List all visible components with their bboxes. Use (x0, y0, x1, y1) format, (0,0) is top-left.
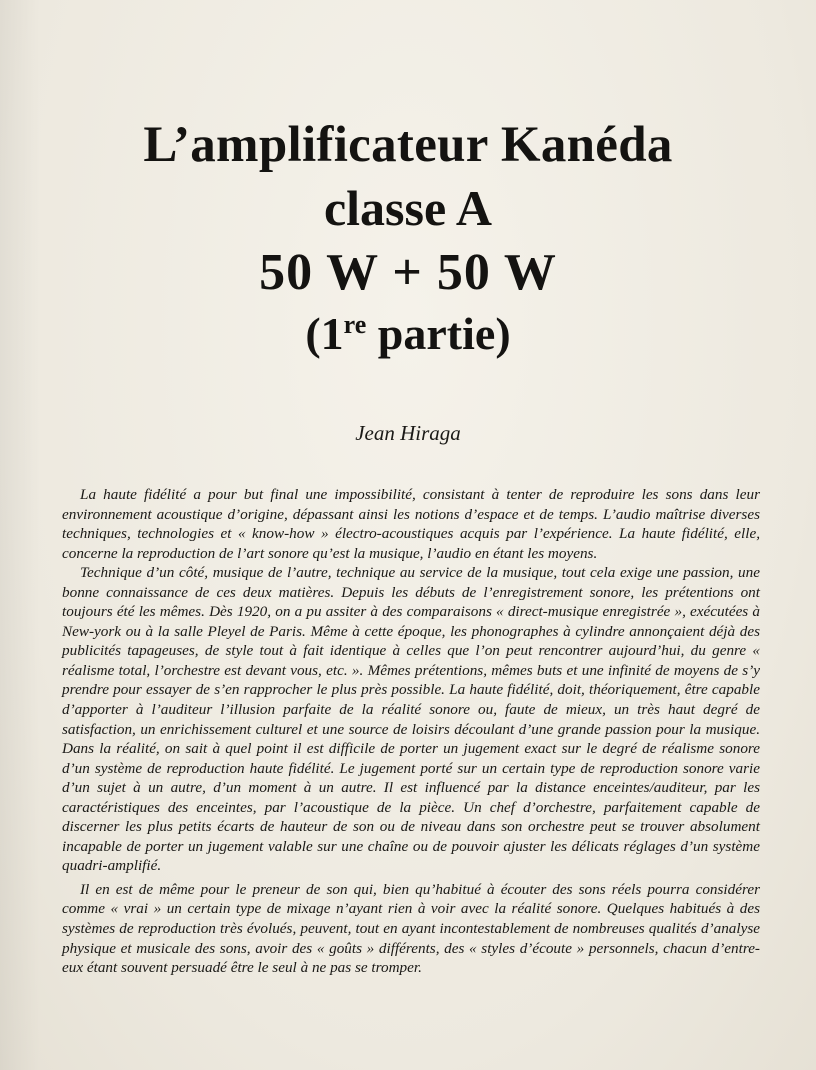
title-line-4 (0, 308, 816, 359)
author-name: Jean Hiraga (355, 421, 461, 445)
paragraph-technique: Technique d’un côté, musique de l’autre, technique au service de la musique, tout cela exige une passion, une bonne connaissance de ces deux matières. Depuis les débuts de l’enregistrement sonore, les prétentions ont toujours été les mêmes. Dès 1920, on a pu assiter à des comparaisons « direct-musique enregistrée », exécutées à New-york ou à la salle Pleyel de Paris. Même à cette époque, les phonographes à cylindre annonçaient déjà des publicités tapageuses, de style tout à fait identique à celles que l’on peut rencontrer aujourd’hui, du genre « réalisme total, l’orchestre est devant vous, etc. ». Mêmes prétentions, mêmes buts et une infinité de moyens de s’y prendre pour essayer de s’en rapprocher le plus près possible. La haute fidélité, doit, théoriquement, être capable d’apporter à l’auditeur l’illusion parfaite de la réalité sonore ou, faute de mieux, un très haut degré de satisfaction, un enrichissement culturel et une source de loisirs découlant d’une grande passion pour la musique. Dans la réalité, on sait à quel point il est difficile de porter un jugement exact sur le degré de réalisme sonore d’un système de reproduction haute fidélité. Le jugement porté sur un certain type de reproduction sonore varie d’un sujet à un autre, d’un moment à un autre. Il est influencé par la distance enceintes/auditeur, par les caractéristiques des enceintes, par l’acoustique de la pièce. Un chef d’orchestre, parfaitement capable de discerner les plus petits écarts de hauteur de son ou de niveau dans son orchestre peut se trouver absolument incapable de porter un jugement valable sur une chaîne ou de pouvoir ajuster les délicats réglages d’un système quadri-amplifié. (62, 564, 760, 875)
paragraph-intro: La haute fidélité a pour but final une impossibilité, consistant à tenter de reproduire les sons dans leur environnement acoustique d’origine, dépassant ainsi les notions d’espace et de temps. L’audio maîtrise diverses techniques, technologies et « know-how » électro-acoustiques acquis par l’expérience. La haute fidélité, elle, concerne la reproduction de l’art sonore qu’est la musique, l’audio en étant les moyens. (62, 486, 760, 562)
title-line-1: L’amplificateur Kanéda (143, 117, 673, 173)
article-title (0, 117, 816, 359)
title-line-2: classe A (323, 180, 493, 236)
title-superscript: re (343, 310, 367, 339)
title-part-rest: partie) (366, 308, 511, 359)
title-part-open: (1 (305, 308, 344, 359)
title-line-3: 50 W + 50 W (259, 244, 557, 301)
paragraph-preneur: Il en est de même pour le preneur de son qui, bien qu’habitué à écouter des sons réels pourra considérer comme « vrai » un certain type de mixage n’ayant rien à voir avec la réalité sonore. Quelques habitués à des systèmes de reproduction très évolués, peuvent, tout en ayant incontestablement de nombreuses qualités d’analyse physique et musicale des sons, avoir des « goûts » différents, des « styles d’écoute » personnels, chacun d’entre-eux étant souvent persuadé être le seul à ne pas se tromper. (62, 880, 760, 977)
article-body (62, 485, 760, 978)
